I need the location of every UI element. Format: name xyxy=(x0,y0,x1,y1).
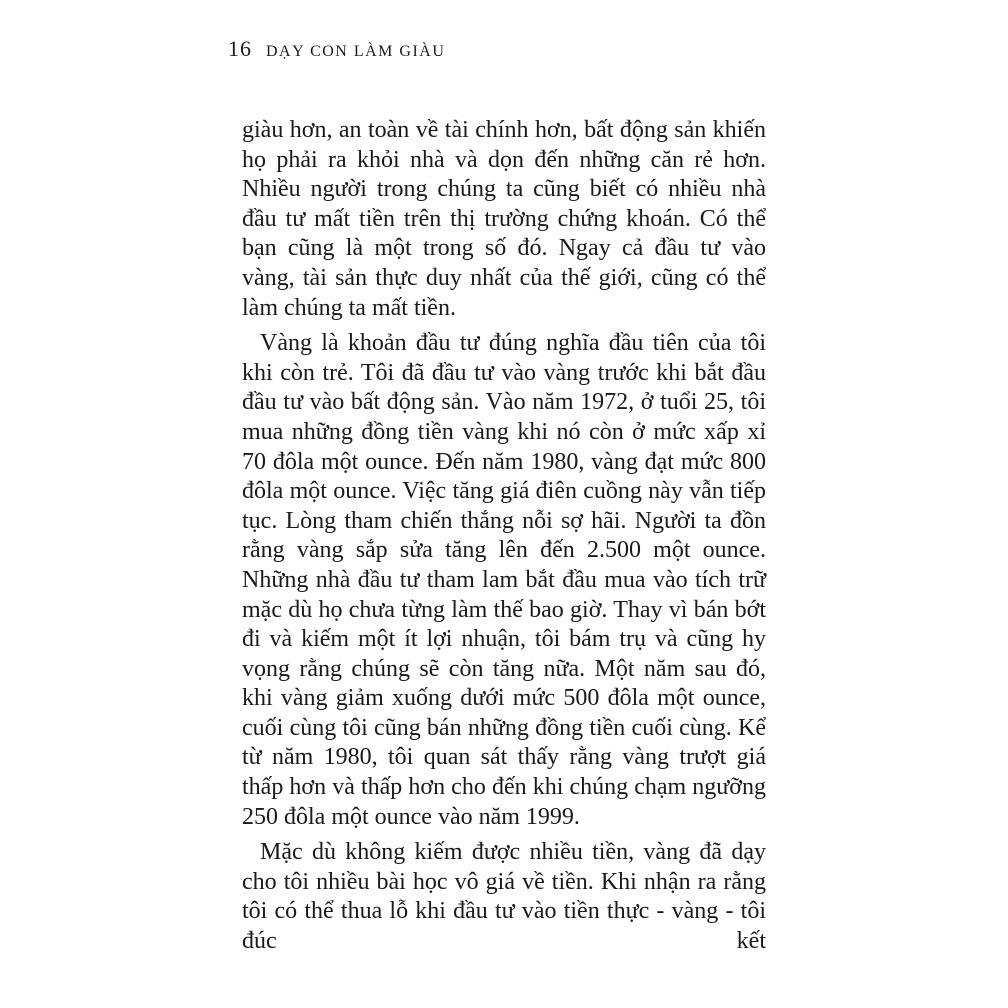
page-number: 16 xyxy=(228,36,252,61)
book-title: DẠY CON LÀM GIÀU xyxy=(266,43,446,60)
body-text xyxy=(242,116,766,963)
paragraph-continued: giàu hơn, an toàn về tài chính hơn, bất động sản khiến họ phải ra khỏi nhà và dọn đến những căn rẻ hơn. Nhiều người trong chúng ta cũng biết có nhiều nhà đầu tư mất tiền trên thị trường chứng khoán. Có thể bạn cũng là một trong số đó. Ngay cả đầu tư vào vàng, tài sản thực duy nhất của thế giới, cũng có thể làm chúng ta mất tiền. xyxy=(242,117,766,321)
paragraph-lesson: Mặc dù không kiếm được nhiều tiền, vàng đã dạy cho tôi nhiều bài học vô giá về tiền. Khi nhận ra rằng tôi có thể thua lỗ khi đầu tư vào tiền thực - vàng - tôi đúc kết xyxy=(242,839,766,955)
paragraph-gold-investment: Vàng là khoản đầu tư đúng nghĩa đầu tiên của tôi khi còn trẻ. Tôi đã đầu tư vào vàng trước khi bắt đầu đầu tư vào bất động sản. Vào năm 1972, ở tuổi 25, tôi mua những đồng tiền vàng khi nó còn ở mức xấp xỉ 70 đôla một ounce. Đến năm 1980, vàng đạt mức 800 đôla một ounce. Việc tăng giá điên cuồng này vẫn tiếp tục. Lòng tham chiến thắng nỗi sợ hãi. Người ta đồn rằng vàng sắp sửa tăng lên đến 2.500 một ounce. Những nhà đầu tư tham lam bắt đầu mua vào tích trữ mặc dù họ chưa từng làm thế bao giờ. Thay vì bán bớt đi và kiếm một ít lợi nhuận, tôi bám trụ và cũng hy vọng rằng chúng sẽ còn tăng nữa. Một năm sau đó, khi vàng giảm xuống dưới mức 500 đôla một ounce, cuối cùng tôi cũng bán những đồng tiền cuối cùng. Kể từ năm 1980, tôi quan sát thấy rằng vàng trượt giá thấp hơn và thấp hơn cho đến khi chúng chạm ngưỡng 250 đôla một ounce vào năm 1999. xyxy=(242,330,766,830)
running-header xyxy=(228,36,445,62)
